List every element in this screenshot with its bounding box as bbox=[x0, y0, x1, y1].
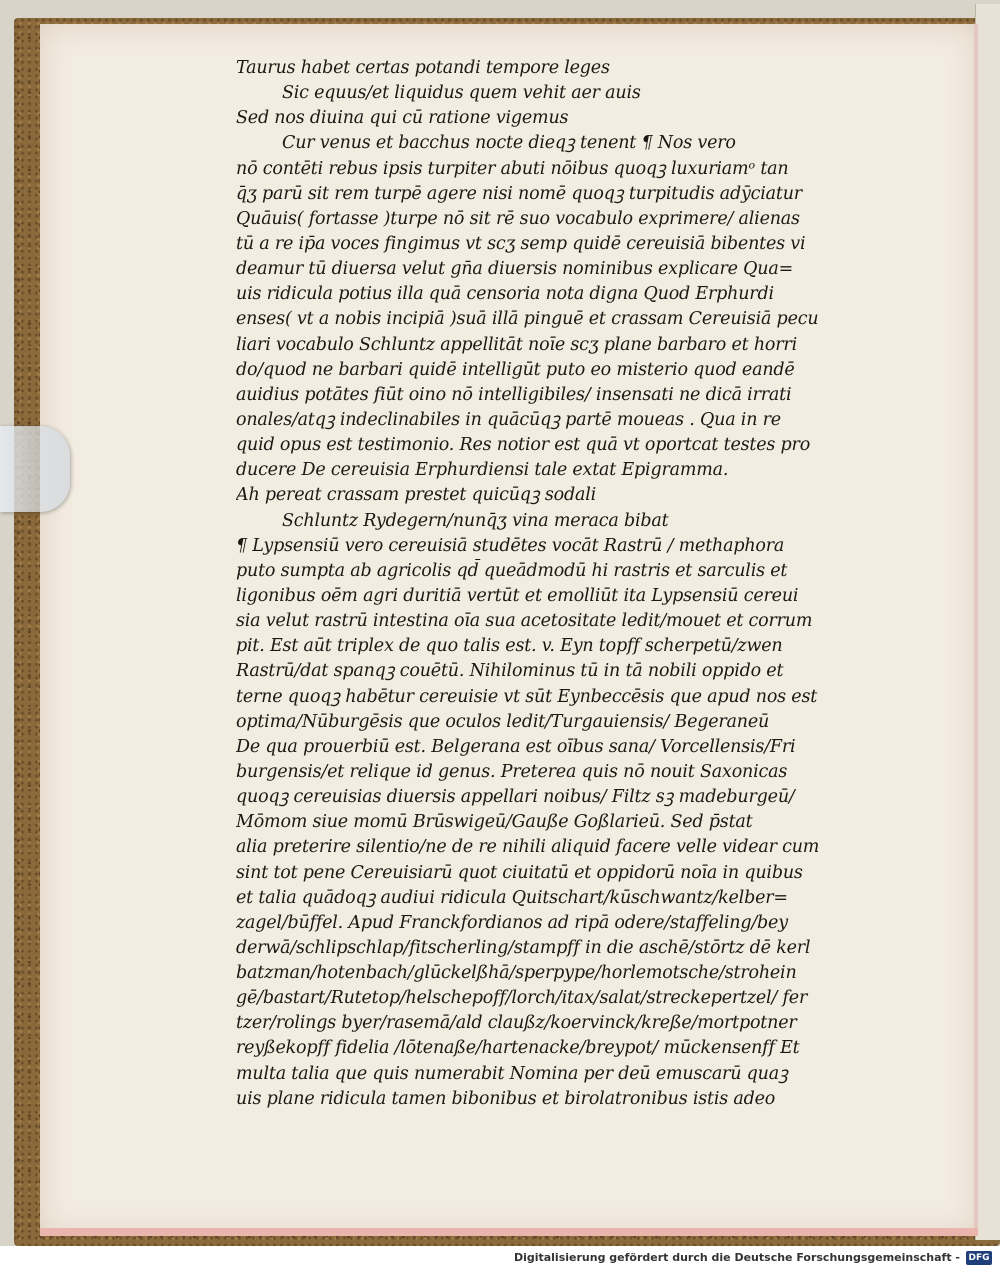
text-line: Rastrū/dat spanqꝫ couētū. Nihilominus tū in tā nobili oppido et bbox=[236, 661, 784, 682]
text-line: sint tot pene Cereuisiarū quot ciuitatū et oppidorū noīa in quibus bbox=[236, 862, 803, 883]
text-line: zagel/būffel. Apud Franckfordianos ad ripā odere/staffeling/bey bbox=[236, 912, 788, 933]
text-line: deamur tū diuersa velut gn̄a diuersis nominibus explicare Qua= bbox=[236, 259, 794, 280]
text-line: Cur venus et bacchus nocte dieqꝫ tenent ¶ Nos vero bbox=[282, 133, 736, 154]
text-line: ducere De cereuisia Erphurdiensi tale extat Epigramma. bbox=[236, 460, 729, 481]
text-line: puto sumpta ab agricolis qd̄ queādmodū hi rastris et sarculis et bbox=[236, 560, 788, 581]
text-line: sia velut rastrū intestina oīa sua acetositate ledit/mouet et corrum bbox=[236, 611, 813, 632]
text-line: alia preterire silentio/ne de re nihili aliquid facere velle videar cum bbox=[236, 837, 820, 858]
text-line: reyßekopff fidelia /lōtenaße/hartenacke/breypot/ mūckensenff Et bbox=[236, 1038, 800, 1059]
text-line: Schluntz Rydegern/nunq̄ʒ vina meraca bibat bbox=[282, 510, 669, 531]
facing-page-edge bbox=[975, 4, 1000, 1240]
text-line: q̄ʒ parū sit rem turpē agere nisi nomē quoqꝫ turpitudis adȳciatur bbox=[236, 183, 802, 204]
text-line: uis ridicula potius illa quā censoria nota digna Quod Erphurdi bbox=[236, 284, 774, 305]
page-clip bbox=[0, 426, 70, 512]
text-line: et talia quādoqꝫ audiui ridicula Quitschart/kūschwantz/kelber= bbox=[236, 887, 788, 908]
page-bottom-edge bbox=[40, 1228, 978, 1236]
text-line: auidius potātes fiūt oino nō intelligibiles/ insensati ne dicā irrati bbox=[236, 384, 792, 405]
text-line: burgensis/et relique id genus. Preterea quis nō nouit Saxonicas bbox=[236, 761, 788, 782]
text-line: terne quoqꝫ habētur cereuisie vt sūt Eynbeccēsis que apud nos est bbox=[236, 686, 818, 707]
text-line: gē/bastart/Rutetop/helschepoff/lorch/itax/salat/streckepertzel/ fer bbox=[236, 988, 808, 1009]
text-line: liari vocabulo Schluntz appellitāt noīe scʒ plane barbaro et horri bbox=[236, 334, 797, 355]
text-line: do/quod ne barbari quidē intelligūt puto eo misterio quod eandē bbox=[236, 359, 795, 380]
text-line: derwā/schlipschlap/fitscherling/stampff in die aschē/stōrtz dē kerl bbox=[236, 937, 811, 958]
text-line: enses( vt a nobis incipiā )suā illā pinguē et crassam Cereuisiā pecu bbox=[236, 309, 819, 330]
footer-bar bbox=[0, 1246, 1000, 1271]
page-edge bbox=[974, 24, 978, 1236]
funding-credit: Digitalisierung gefördert durch die Deutsche Forschungsgemeinschaft - bbox=[513, 1251, 960, 1264]
text-line: onales/atqꝫ indeclinabiles in quācūqꝫ partē moueas . Qua in re bbox=[236, 409, 781, 430]
text-line: De qua prouerbiū est. Belgerana est oībus sana/ Vorcellensis/Fri bbox=[236, 736, 796, 757]
text-line: quoqꝫ cereuisias diuersis appellari noibus/ Filtz sꝫ madeburgeū/ bbox=[236, 787, 795, 808]
text-line: nō contēti rebus ipsis turpiter abuti nōibus quoqꝫ luxuriamᵒ tan bbox=[236, 158, 789, 179]
text-line: optima/Nūburgēsis que oculos ledit/Turgauiensis/ Begeraneū bbox=[236, 711, 770, 732]
text-line: quid opus est testimonio. Res notior est quā vt oportcat testes pro bbox=[236, 435, 811, 456]
text-line: pit. Est aūt triplex de quo talis est. v. Eyn topff scherpetū/zwen bbox=[236, 636, 783, 657]
text-line: Ah pereat crassam prestet quicūqꝫ sodali bbox=[236, 485, 597, 506]
page-text bbox=[236, 56, 886, 1112]
dfg-logo: DFG bbox=[966, 1251, 992, 1265]
text-line: ¶ Lypsensiū vero cereuisiā studētes vocāt Rastrū / methaphora bbox=[236, 535, 785, 556]
text-line: Mōmom siue momū Brūswigeū/Gauße Goßlarieū. Sed p̄stat bbox=[236, 812, 753, 833]
text-line: uis plane ridicula tamen bibonibus et birolatronibus istis adeo bbox=[236, 1088, 776, 1109]
text-line: ligonibus oēm agri duritiā vertūt et emolliūt ita Lypsensiū cereui bbox=[236, 585, 799, 606]
text-line: Sic equus/et liquidus quem vehit aer auis bbox=[282, 83, 641, 104]
text-line: tzer/rolings byer/rasemā/ald claußz/koervinck/kreße/mortpotner bbox=[236, 1013, 797, 1034]
text-line: multa talia que quis numerabit Nomina per deū emuscarū quaꝫ bbox=[236, 1063, 788, 1084]
text-line: tū a re ip̄a voces fingimus vt scʒ semp quidē cereuisiā bibentes vi bbox=[236, 233, 806, 254]
text-line: Taurus habet certas potandi tempore leges bbox=[236, 58, 610, 78]
text-line: Sed nos diuina qui cū ratione vigemus bbox=[236, 108, 569, 129]
text-line: Quāuis( fortasse )turpe nō sit rē suo vocabulo exprimere/ alienas bbox=[236, 208, 800, 229]
text-line: batzman/hotenbach/glūckelßhā/sperpype/horlemotsche/strohein bbox=[236, 963, 797, 984]
